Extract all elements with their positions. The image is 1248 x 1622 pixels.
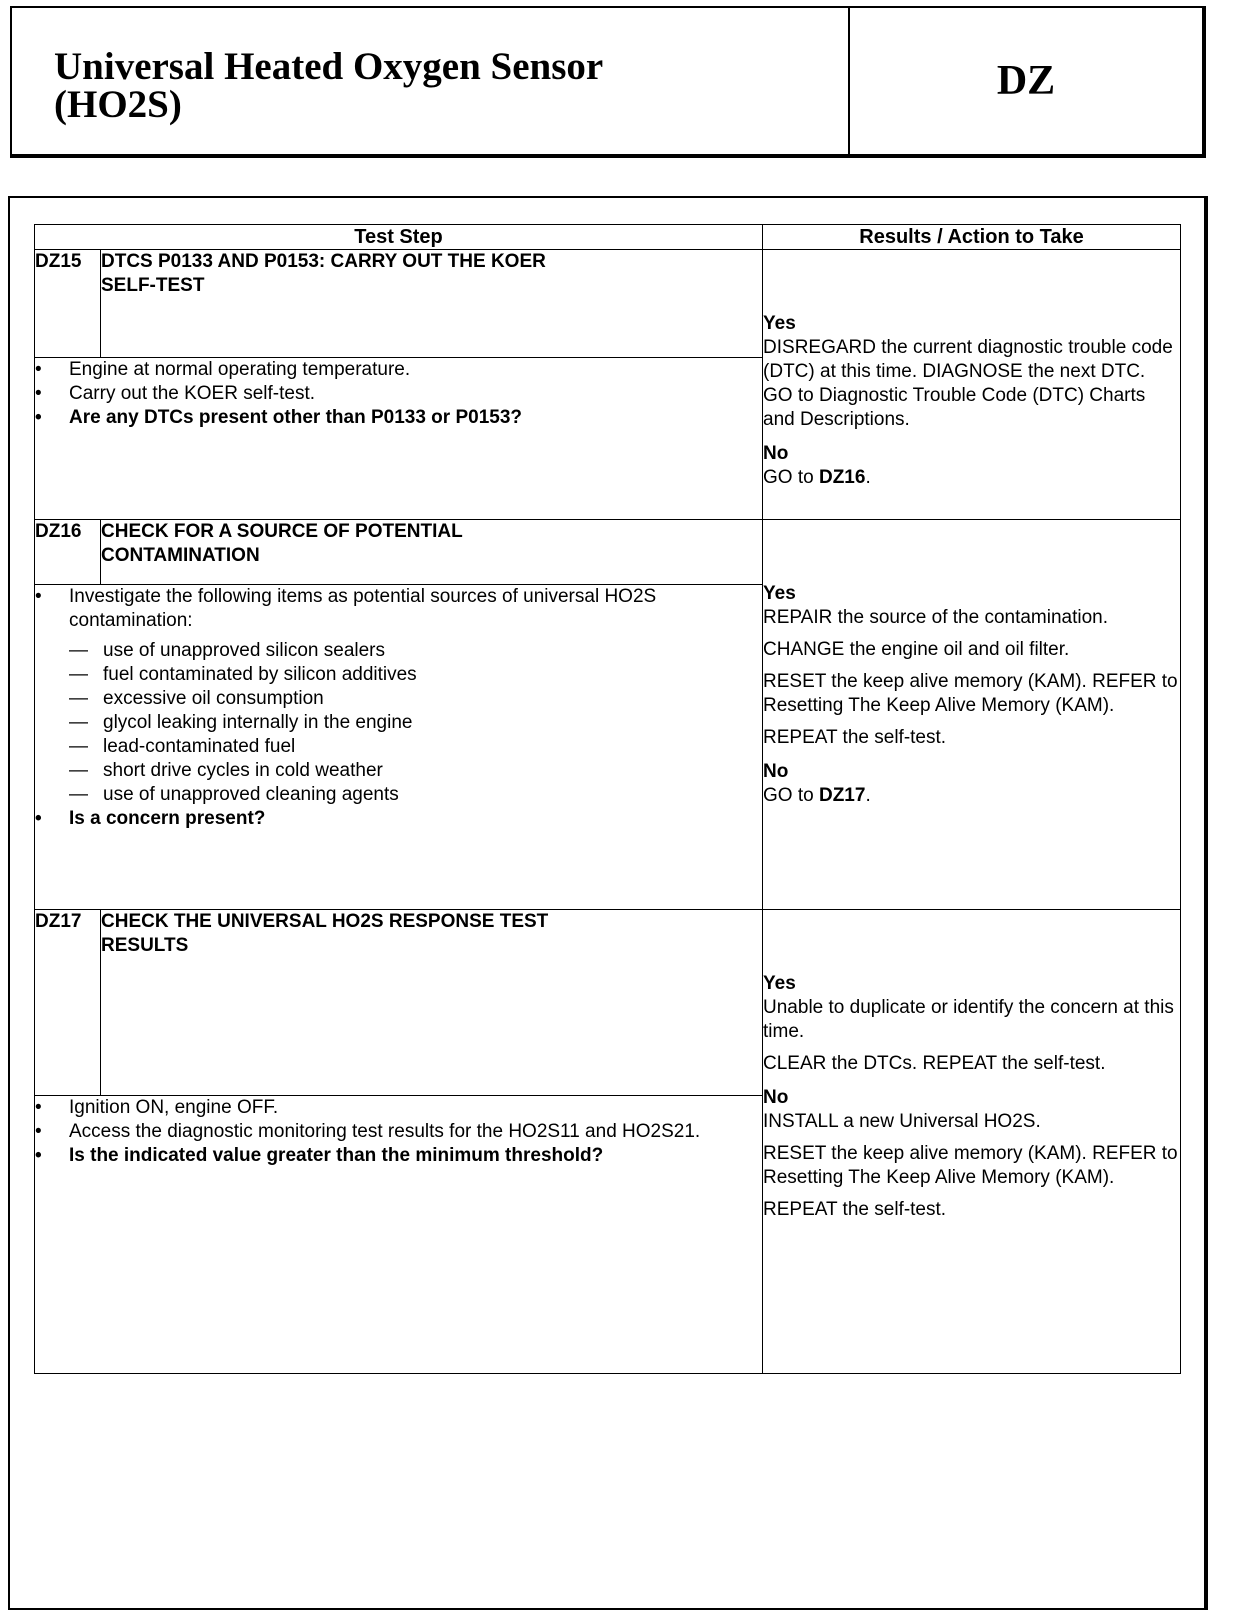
step-bullets (35, 1096, 762, 1168)
yes-action: CLEAR the DTCs. REPEAT the self-test. (763, 1053, 1106, 1074)
yes-label: Yes (763, 973, 796, 994)
yes-label: Yes (763, 583, 796, 604)
yes-action: DISREGARD the current diagnostic trouble code (DTC) at this time. DIAGNOSE the next DTC. GO to Diagnostic Trouble Code (DTC) Charts and Descriptions. (763, 337, 1173, 430)
list-item: — use of unapproved cleaning agents (69, 783, 762, 807)
yes-action: CHANGE the engine oil and oil filter. (763, 639, 1070, 660)
page-title-line1: Universal Heated Oxygen Sensor (54, 45, 604, 88)
step-title (101, 520, 763, 585)
no-action: INSTALL a new Universal HO2S. (763, 1111, 1041, 1132)
list-item: — excessive oil consumption (69, 687, 762, 711)
page-title (54, 45, 834, 126)
page-header (10, 6, 1206, 158)
yes-label: Yes (763, 313, 796, 334)
yes-action: REPAIR the source of the contamination. (763, 607, 1109, 628)
no-action (763, 784, 1180, 808)
step-results (763, 910, 1181, 1374)
no-action: REPEAT the self-test. (763, 1199, 947, 1220)
step-results (763, 250, 1181, 520)
col-test-step: Test Step (35, 225, 763, 250)
step-title-row (35, 520, 1181, 585)
list-item: • Ignition ON, engine OFF. (35, 1096, 762, 1120)
step-title-line2: RESULTS (101, 935, 189, 956)
list-item: — lead-contaminated fuel (69, 735, 762, 759)
step-results (763, 520, 1181, 910)
table-header-row (35, 225, 1181, 250)
col-results: Results / Action to Take (763, 225, 1181, 250)
step-title-line1: DTCS P0133 AND P0153: CARRY OUT THE KOER (101, 251, 546, 272)
step-question: • Are any DTCs present other than P0133 or P0153? (35, 406, 762, 430)
list-item: • Access the diagnostic monitoring test results for the HO2S11 and HO2S21. (35, 1120, 762, 1144)
step-title-line2: CONTAMINATION (101, 545, 260, 566)
step-body (35, 1096, 763, 1374)
next-step-ref: DZ16 (818, 467, 866, 488)
contamination-sources (35, 639, 762, 807)
list-item: • Engine at normal operating temperature. (35, 358, 762, 382)
step-title-line1: CHECK FOR A SOURCE OF POTENTIAL (101, 521, 463, 542)
list-item: — glycol leaking internally in the engine (69, 711, 762, 735)
section-code: DZ (996, 58, 1056, 104)
no-label: No (763, 1087, 789, 1108)
no-action-suffix: . (865, 785, 871, 806)
step-title-line2: SELF-TEST (101, 275, 205, 296)
step-body (35, 358, 763, 520)
next-step-ref: DZ17 (818, 785, 866, 806)
no-action: RESET the keep alive memory (KAM). REFER to Resetting The Keep Alive Memory (KAM). (763, 1143, 1178, 1188)
list-item: • Carry out the KOER self-test. (35, 382, 762, 406)
diagnostic-table (34, 224, 1181, 1374)
step-body (35, 584, 763, 909)
list-item: • Investigate the following items as potential sources of universal HO2S contamination: (35, 585, 762, 633)
step-title (101, 250, 763, 358)
step-id: DZ17 (35, 910, 101, 1096)
list-item: — fuel contaminated by silicon additives (69, 663, 762, 687)
no-action-text: GO to (763, 467, 819, 488)
yes-action: RESET the keep alive memory (KAM). REFER to Resetting The Keep Alive Memory (KAM). (763, 671, 1178, 716)
no-action (763, 466, 1180, 490)
step-bullets (35, 585, 762, 633)
no-label: No (763, 443, 789, 464)
no-action-text: GO to (763, 785, 819, 806)
step-bullets (35, 807, 762, 831)
step-title-line1: CHECK THE UNIVERSAL HO2S RESPONSE TEST (101, 911, 549, 932)
yes-action: REPEAT the self-test. (763, 727, 947, 748)
step-title-row (35, 250, 1181, 358)
no-action-suffix: . (865, 467, 871, 488)
no-label: No (763, 761, 789, 782)
step-bullets (35, 358, 762, 430)
step-id: DZ16 (35, 520, 101, 585)
yes-action: Unable to duplicate or identify the concern at this time. (763, 997, 1174, 1042)
step-id: DZ15 (35, 250, 101, 358)
list-item: — short drive cycles in cold weather (69, 759, 762, 783)
page-title-line2: (HO2S) (54, 83, 182, 126)
list-item: — use of unapproved silicon sealers (69, 639, 762, 663)
step-question: • Is the indicated value greater than the minimum threshold? (35, 1144, 762, 1168)
step-title (101, 910, 763, 1096)
step-question: • Is a concern present? (35, 807, 762, 831)
step-title-row (35, 910, 1181, 1096)
